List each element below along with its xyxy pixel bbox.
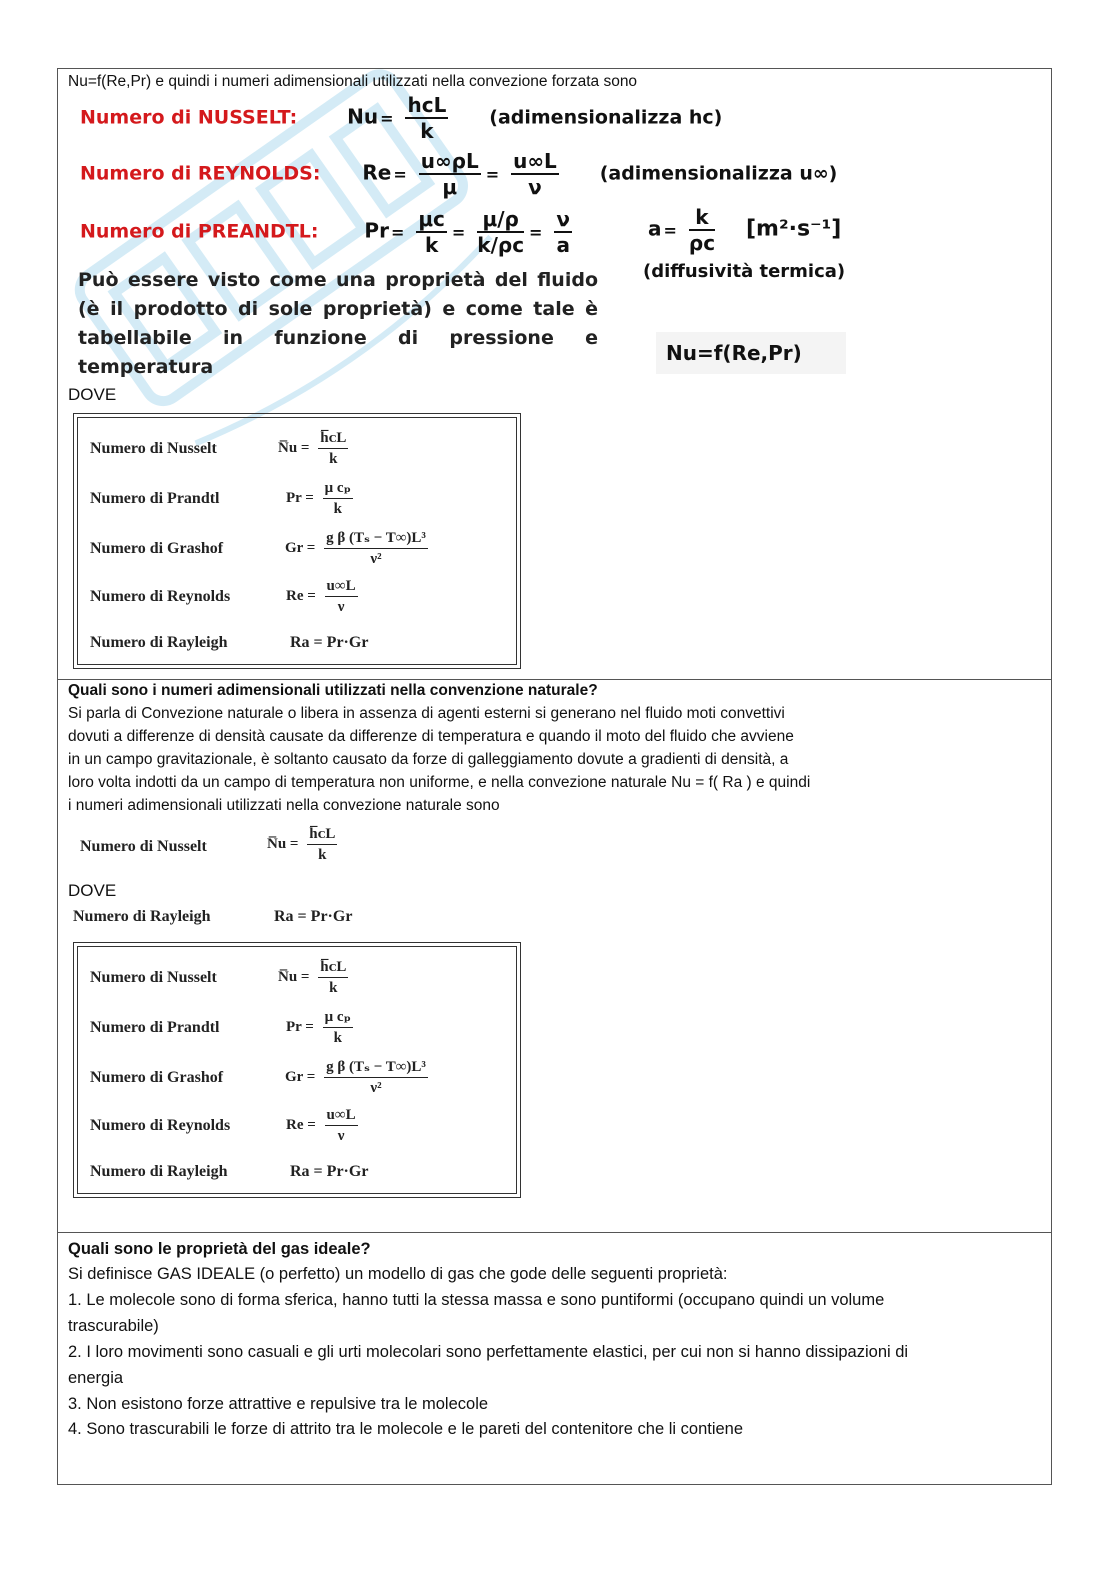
natural-rayleigh-name: Numero di Rayleigh — [73, 908, 211, 925]
dove-label-1: DOVE — [68, 385, 117, 404]
table1-row-rayleigh — [78, 622, 516, 668]
table1-rayleigh-name: Numero di Rayleigh — [90, 634, 228, 651]
prandtl-fraction-1 — [416, 207, 447, 257]
ideal-gas-line-2: 1. Le molecole sono di forma sferica, hanno tutti la stessa massa e sono puntiformi (occupano quindi un volume — [68, 1291, 885, 1309]
table1-prandtl-num: μ cₚ — [323, 478, 353, 499]
ideal-gas-line-7: 4. Sono trascurabili le forze di attrito tra le molecole e le pareti del contenitore che li contiene — [68, 1420, 744, 1438]
diffusivity-definition: a = $\frac{k}{\rho c}$ [m²·s⁻¹] — [648, 205, 842, 255]
diffusivity-denominator: ρc — [688, 231, 716, 255]
table1-nusselt-lhs: N̅u = — [278, 440, 310, 456]
table1-grashof-num: g β (Tₛ − T∞)L³ — [324, 528, 428, 549]
table2-row-reynolds — [78, 1105, 516, 1151]
prandtl-lhs: Pr — [364, 218, 389, 243]
natural-body-line-1: Si parla di Convezione naturale o libera in assenza di agenti esterni si generano nel fluido moti convettivi — [68, 705, 785, 722]
table1-reynolds-name: Numero di Reynolds — [90, 588, 231, 605]
reynolds-lhs: Re — [362, 160, 392, 185]
table1-grashof-lhs: Gr = — [285, 540, 316, 556]
nusselt-fraction — [405, 93, 448, 143]
table1-grashof-den: ν² — [370, 551, 382, 567]
nusselt-lhs: Nu — [347, 104, 379, 129]
nusselt-definition: Numero di NUSSELT: Nu = $\frac{\text{hᴄL}}{k}$ (adimensionalizza hᴄ) — [80, 93, 723, 143]
table1-grashof-name: Numero di Grashof — [90, 540, 224, 557]
table2-prandtl-name: Numero di Prandtl — [90, 1019, 220, 1036]
dimensionless-table-1-inner — [77, 417, 517, 665]
table1-row-grashof — [78, 528, 516, 574]
table2-row-grashof — [78, 1057, 516, 1103]
table2-grashof-num: g β (Tₛ − T∞)L³ — [324, 1057, 428, 1078]
nusselt-denominator: k — [420, 119, 434, 143]
reynolds-fraction-2 — [511, 149, 559, 199]
diffusivity-units: [m²·s⁻¹] — [745, 216, 842, 242]
natural-body-line-3: in un campo gravitazionale, è soltanto causato da forze di galleggiamento dovute a gradienti di densità, a — [68, 751, 789, 768]
section-natural-convection — [58, 679, 1051, 1232]
table1-nusselt-formula — [276, 428, 351, 469]
diffusivity-note: (diffusività termica) — [643, 261, 846, 282]
ideal-gas-line-5: energia — [68, 1369, 124, 1387]
table1-prandtl-lhs: Pr = — [286, 490, 314, 506]
ideal-gas-line-3: trascurabile) — [68, 1317, 159, 1335]
table2-reynolds-num: u∞L — [325, 1105, 358, 1126]
natural-nusselt-den: k — [318, 847, 327, 863]
reynolds-den-2: ν — [528, 175, 542, 199]
table1-nusselt-num: h̅ᴄL — [318, 428, 348, 449]
diffusivity-numerator: k — [689, 205, 715, 231]
table2-reynolds-den: ν — [337, 1128, 345, 1144]
natural-nusselt-formula — [265, 824, 340, 865]
prandtl-num-3: ν — [556, 207, 571, 231]
prandtl-den-2: k/ρc — [477, 233, 525, 257]
table2-reynolds-formula — [284, 1105, 361, 1146]
table2-row-rayleigh — [78, 1151, 516, 1197]
prandtl-fraction-3 — [554, 207, 572, 257]
table2-reynolds-name: Numero di Reynolds — [90, 1117, 231, 1134]
table1-reynolds-formula — [284, 576, 361, 617]
table1-prandtl-formula — [284, 478, 356, 519]
table2-grashof-lhs: Gr = — [285, 1069, 316, 1085]
reynolds-label: Numero di REYNOLDS: — [80, 162, 321, 185]
table1-rayleigh-formula: Ra = Pr·Gr — [290, 634, 369, 651]
reynolds-note: (adimensionalizza u∞) — [599, 162, 838, 185]
table2-grashof-den: ν² — [370, 1080, 382, 1096]
reynolds-den-1: μ — [442, 175, 458, 199]
table1-reynolds-den: ν — [337, 599, 345, 615]
reynolds-fraction-1 — [419, 149, 481, 199]
nusselt-numerator: hᴄL — [407, 93, 447, 117]
table2-rayleigh-name: Numero di Rayleigh — [90, 1163, 228, 1180]
table2-prandtl-lhs: Pr = — [286, 1019, 314, 1035]
reynolds-definition: Numero di REYNOLDS: Re = $\frac{u\infty\rho L}{\mu}$ = $\frac{u\infty L}{\nu}$ (adimensionalizza u∞) — [80, 149, 838, 199]
question-ideal-gas: Quali sono le proprietà del gas ideale? — [68, 1240, 371, 1258]
table1-row-nusselt — [78, 428, 516, 474]
prandtl-label: Numero di PREANDTL: — [80, 220, 319, 243]
table2-nusselt-num: h̅ᴄL — [318, 957, 348, 978]
table1-row-reynolds — [78, 576, 516, 622]
table2-rayleigh-formula: Ra = Pr·Gr — [290, 1163, 369, 1180]
table2-reynolds-lhs: Re = — [286, 1117, 316, 1133]
table1-prandtl-den: k — [333, 501, 342, 517]
natural-body-line-4: loro volta indotti da un campo di temperatura non uniforme, e nella convezione naturale Nu = f( Ra ) e quindi — [68, 774, 811, 791]
prandtl-fraction-2 — [477, 207, 524, 257]
table2-nusselt-lhs: N̅u = — [278, 969, 310, 985]
table1-reynolds-num: u∞L — [325, 576, 358, 597]
table1-prandtl-name: Numero di Prandtl — [90, 490, 220, 507]
natural-rayleigh-formula: Ra = Pr·Gr — [274, 908, 353, 925]
reynolds-num-2: u∞L — [513, 149, 557, 173]
prandtl-den-1: k — [424, 233, 439, 257]
dimensionless-table-1 — [73, 413, 521, 669]
ideal-gas-line-4: 2. I loro movimenti sono casuali e gli urti molecolari sono perfettamente elastici, per cui non si hanno dissipazioni di — [68, 1343, 909, 1361]
dimensionless-table-2 — [73, 942, 521, 1198]
table2-row-prandtl — [78, 1007, 516, 1053]
table1-row-prandtl — [78, 478, 516, 524]
document-table — [57, 68, 1052, 1485]
table2-nusselt-formula — [276, 957, 351, 998]
section-ideal-gas — [58, 1232, 1051, 1484]
prandtl-den-3: a — [556, 233, 570, 257]
ideal-gas-line-1: Si definisce GAS IDEALE (o perfetto) un modello di gas che gode delle seguenti proprietà: — [68, 1265, 728, 1283]
table1-nusselt-name: Numero di Nusselt — [90, 440, 217, 457]
natural-body-line-2: dovuti a differenze di densità causate da differenze di temperatura e quando il moto del fluido che avviene — [68, 728, 794, 745]
section-forced-convection — [58, 69, 1051, 679]
table2-nusselt-den: k — [329, 980, 338, 996]
table2-row-nusselt — [78, 957, 516, 1003]
table2-grashof-name: Numero di Grashof — [90, 1069, 224, 1086]
nu-function-box: Nu=f(Re,Pr) — [656, 332, 846, 374]
table2-grashof-formula — [283, 1057, 431, 1098]
table1-nusselt-den: k — [329, 451, 338, 467]
table2-prandtl-num: μ cₚ — [323, 1007, 353, 1028]
reynolds-num-1: u∞ρL — [420, 149, 479, 173]
nusselt-note: (adimensionalizza hᴄ) — [489, 106, 723, 129]
natural-nusselt-num: h̅ᴄL — [307, 824, 337, 845]
natural-body-line-5: i numeri adimensionali utilizzati nella convezione naturale sono — [68, 797, 500, 814]
dimensionless-table-2-inner — [77, 946, 517, 1194]
natural-nusselt-name: Numero di Nusselt — [80, 838, 207, 855]
nusselt-label: Numero di NUSSELT: — [80, 106, 298, 129]
dove-label-2: DOVE — [68, 881, 117, 900]
prandtl-num-1: μc — [418, 207, 445, 231]
table1-reynolds-lhs: Re = — [286, 588, 316, 604]
diffusivity-lhs: a — [648, 216, 662, 241]
property-text: Può essere visto come una proprietà del fluido (è il prodotto di sole proprietà) e come tale è tabellabile in funzione di pressione e temperatura — [78, 269, 598, 378]
table1-grashof-formula — [283, 528, 431, 569]
ideal-gas-line-6: 3. Non esistono forze attrattive e repulsive tra le molecole — [68, 1395, 489, 1413]
table2-nusselt-name: Numero di Nusselt — [90, 969, 217, 986]
question-natural-convection: Quali sono i numeri adimensionali utilizzati nella convenzione naturale? — [68, 682, 598, 699]
prandtl-definition: Numero di PREANDTL: Pr = $\frac{\mu c}{k}$ = $\frac{\mu/\rho}{k/\rho c}$ = $\frac{\nu}{a}$ — [80, 207, 571, 257]
table2-prandtl-formula — [284, 1007, 356, 1048]
intro-text: Nu=f(Re,Pr) e quindi i numeri adimensionali utilizzati nella convezione forzata sono — [68, 73, 638, 90]
prandtl-num-2: μ/ρ — [477, 207, 524, 233]
diffusivity-fraction — [689, 205, 715, 255]
table2-prandtl-den: k — [333, 1030, 342, 1046]
natural-nusselt-lhs: N̅u = — [267, 836, 299, 852]
